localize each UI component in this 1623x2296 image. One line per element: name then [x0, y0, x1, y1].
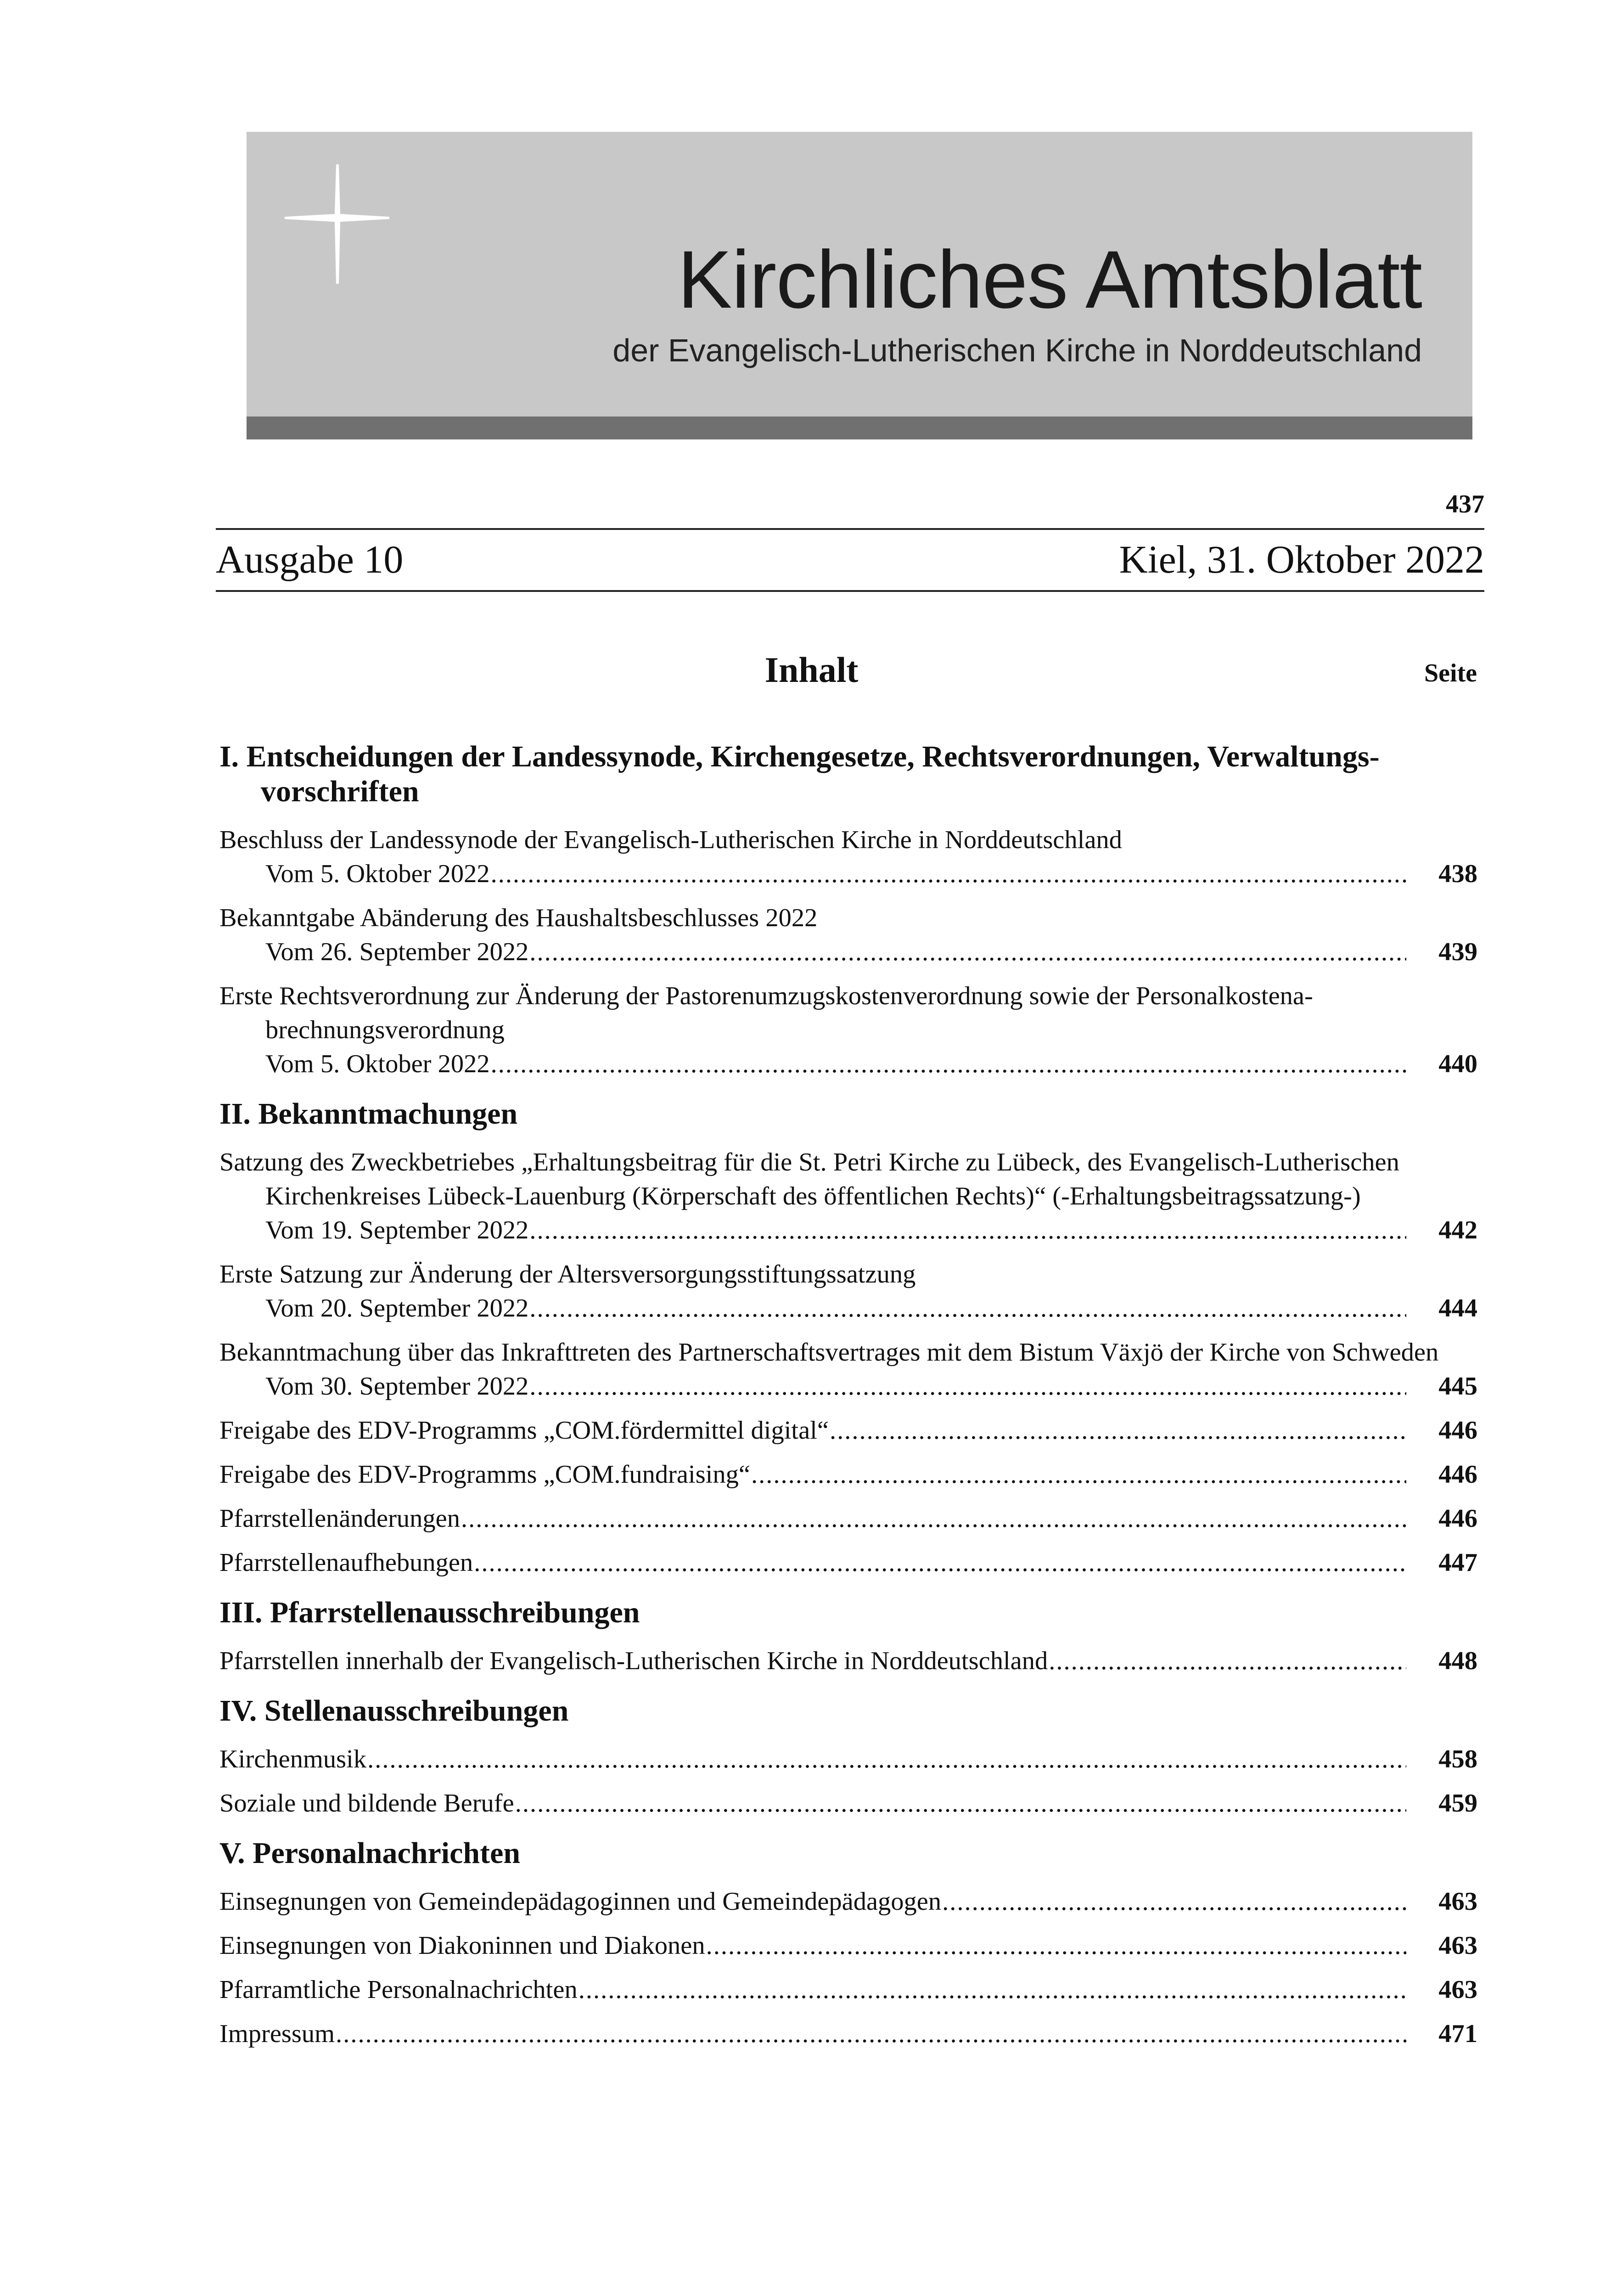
divider-bottom [216, 590, 1484, 592]
dot-leader [578, 1973, 1406, 2007]
issue-place-date: Kiel, 31. Oktober 2022 [1119, 537, 1484, 581]
masthead-title: Kirchliches Amtsblatt [677, 234, 1422, 325]
entry-page: 447 [1438, 1548, 1477, 1577]
toc-heading: Inhalt [764, 650, 859, 690]
cross-icon [285, 164, 390, 284]
entry-page: 439 [1438, 938, 1477, 966]
entry-line [219, 1213, 1477, 1247]
entry-title: Impressum [219, 2020, 335, 2048]
entry-line [219, 935, 1477, 969]
dot-leader [529, 1369, 1406, 1403]
entry-title: Beschluss der Landessynode der Evangelisch-Lutherischen Kirche in Norddeutschland [219, 826, 1122, 854]
dot-leader [529, 1291, 1406, 1325]
dot-leader [942, 1885, 1406, 1919]
entry-page: 438 [1438, 860, 1477, 888]
toc-entry [219, 1546, 1477, 1580]
entry-title: Soziale und bildende Berufe [219, 1789, 514, 1818]
toc-entry [219, 901, 1477, 969]
section-title: III. Pfarrstellenausschreibungen [219, 1596, 640, 1629]
entry-date: Vom 19. September 2022 [265, 1216, 529, 1244]
entry-line [219, 1369, 1477, 1403]
entry-line [219, 1458, 1477, 1491]
entry-line [219, 1973, 1477, 2007]
entry-page: 471 [1438, 2020, 1477, 2048]
toc-entry [219, 1335, 1477, 1403]
dot-leader [491, 1047, 1406, 1081]
entry-date: Vom 5. Oktober 2022 [265, 860, 490, 888]
entry-page: 440 [1438, 1050, 1477, 1078]
dot-leader [474, 1546, 1406, 1580]
section-title: V. Personalnachrichten [219, 1836, 521, 1870]
entry-date: Vom 26. September 2022 [265, 938, 529, 966]
entry-page: 463 [1438, 1975, 1477, 2004]
entry-line [219, 1929, 1477, 1963]
toc-entry [219, 1458, 1477, 1491]
entry-line [219, 1546, 1477, 1580]
entry-line [219, 1742, 1477, 1776]
toc-entry [219, 1413, 1477, 1447]
toc-entry [219, 1502, 1477, 1536]
section-title: IV. Stellenausschreibungen [219, 1694, 569, 1728]
entry-line [219, 1502, 1477, 1536]
entry-title: Freigabe des EDV-Programms „COM.fundraising“ [219, 1460, 750, 1489]
entry-title: Pfarrstellenänderungen [219, 1504, 460, 1533]
toc-entry [219, 1257, 1477, 1325]
entry-page: 442 [1438, 1216, 1477, 1244]
toc-entry [219, 1786, 1477, 1820]
toc-entry [219, 979, 1477, 1081]
entry-date: Vom 30. September 2022 [265, 1372, 529, 1401]
entry-title: Einsegnungen von Gemeindepädagoginnen und Gemeindepädagogen [219, 1887, 942, 1916]
entry-page: 463 [1438, 1931, 1477, 1960]
page-column-label: Seite [1424, 659, 1477, 687]
dot-leader [1049, 1644, 1406, 1678]
entry-line [219, 2017, 1477, 2051]
entry-line [219, 1885, 1477, 1919]
toc-entry [219, 1973, 1477, 2007]
issue-label: Ausgabe 10 [216, 537, 404, 581]
entry-line [219, 1786, 1477, 1820]
dot-leader [751, 1458, 1406, 1491]
entry-page: 459 [1438, 1789, 1477, 1818]
entry-title: Kirchenmusik [219, 1745, 367, 1773]
entry-title: Pfarrstellenaufhebungen [219, 1548, 473, 1577]
section-title: I. Entscheidungen der Landessynode, Kirchengesetze, Rechtsverordnungen, Verwaltungsvorschriften [219, 740, 1380, 808]
divider-top [216, 528, 1484, 530]
entry-title: Erste Rechtsverordnung zur Änderung der Pastorenumzugskostenverordnung sowie der Personalkostenabrechnungsverordnung [219, 982, 1313, 1044]
dot-leader [491, 857, 1406, 891]
table-of-contents [219, 739, 1477, 2061]
entry-title: Pfarrstellen innerhalb der Evangelisch-Lutherischen Kirche in Norddeutschland [219, 1647, 1048, 1675]
entry-title: Freigabe des EDV-Programms „COM.fördermittel digital“ [219, 1416, 829, 1445]
entry-page: 446 [1438, 1504, 1477, 1533]
dot-leader [529, 1213, 1406, 1247]
entry-title: Einsegnungen von Diakoninnen und Diakonen [219, 1931, 705, 1960]
entry-date: Vom 5. Oktober 2022 [265, 1050, 490, 1078]
entry-title: Bekanntgabe Abänderung des Haushaltsbeschlusses 2022 [219, 904, 818, 932]
entry-line [219, 1047, 1477, 1081]
toc-entry [219, 1929, 1477, 1963]
entry-page: 444 [1438, 1294, 1477, 1322]
entry-page: 458 [1438, 1745, 1477, 1773]
dot-leader [706, 1929, 1406, 1963]
toc-entry [219, 1885, 1477, 1919]
masthead-bar [247, 416, 1472, 439]
entry-line [219, 1644, 1477, 1678]
entry-page: 446 [1438, 1416, 1477, 1445]
entry-line [219, 857, 1477, 891]
dot-leader [515, 1786, 1406, 1820]
page-number: 437 [1446, 490, 1484, 518]
masthead-subtitle: der Evangelisch-Lutherischen Kirche in Norddeutschland [612, 332, 1422, 368]
section-title: II. Bekanntmachungen [219, 1097, 518, 1131]
entry-title: Satzung des Zweckbetriebes „Erhaltungsbeitrag für die St. Petri Kirche zu Lübeck, des Evangelisch-Lutherischen Kirchenkreises Lübeck-Lauenburg (Körperschaft des öffentlichen Rechts)“ (-Erhaltungsbeitragssatzung-) [219, 1148, 1399, 1210]
entry-date: Vom 20. September 2022 [265, 1294, 529, 1322]
toc-entry [219, 2017, 1477, 2051]
entry-title: Pfarramtliche Personalnachrichten [219, 1975, 578, 2004]
dot-leader [529, 935, 1406, 969]
entry-page: 448 [1438, 1647, 1477, 1675]
toc-entry [219, 1644, 1477, 1678]
dot-leader [461, 1502, 1406, 1536]
entry-title: Bekanntmachung über das Inkrafttreten des Partnerschaftsvertrages mit dem Bistum Växjö der Kirche von Schweden [219, 1338, 1439, 1367]
entry-line [219, 1413, 1477, 1447]
toc-entry [219, 823, 1477, 891]
entry-title: Erste Satzung zur Änderung der Altersversorgungsstiftungssatzung [219, 1260, 916, 1289]
toc-entry [219, 1742, 1477, 1776]
dot-leader [367, 1742, 1406, 1776]
entry-page: 463 [1438, 1887, 1477, 1916]
entry-page: 446 [1438, 1460, 1477, 1489]
dot-leader [830, 1413, 1406, 1447]
dot-leader [336, 2017, 1406, 2051]
entry-page: 445 [1438, 1372, 1477, 1401]
toc-entry [219, 1145, 1477, 1247]
entry-line [219, 1291, 1477, 1325]
